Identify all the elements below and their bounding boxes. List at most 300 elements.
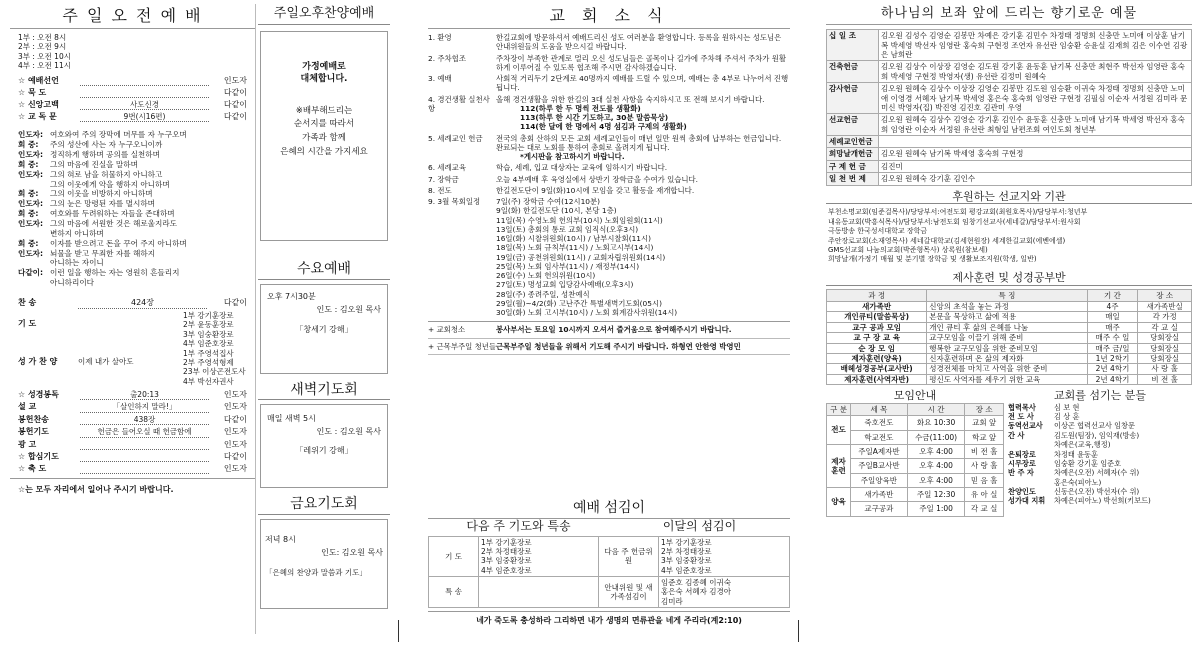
wednesday-time: 오후 7시30분 [267, 291, 316, 301]
extra-label: + 근목부주일 청년들 [428, 341, 497, 351]
responsive-reading [10, 122, 255, 288]
prayer-item: 3부 임숭환장로 [183, 329, 234, 339]
meeting-title: 모임안내 [893, 389, 937, 402]
reading-speaker [18, 258, 50, 268]
offering-kind: 세례교인헌금 [827, 136, 879, 148]
schedule-item: 30일(화) 노회 고시부(10시) / 노회 회계감사위원(14시) [496, 308, 678, 317]
usher-list [659, 577, 790, 608]
training-cell: 제자훈련(양육) [827, 353, 927, 363]
offering-kind: 건축헌금 [827, 61, 879, 83]
news-item [428, 175, 790, 184]
order-row [18, 452, 247, 462]
hymn-number: 424장 [78, 298, 207, 309]
schedule-item: 19일(금) 공천위원회(11시) / 교회자립위원회(14시) [496, 252, 666, 262]
reading-speaker [18, 180, 50, 190]
order-fill: 출20:13 [80, 390, 209, 400]
service-times [10, 29, 255, 71]
order-who: 다같이 [223, 414, 247, 424]
order-row [18, 415, 247, 425]
extra-item [428, 339, 790, 355]
morning-service-panel [10, 4, 255, 636]
offering-kind: 감사헌금 [827, 83, 879, 114]
reading-speaker: 인도자: [18, 149, 44, 159]
offering-row [827, 114, 1192, 136]
staff-row [1008, 459, 1192, 468]
staff-name: 김 상 훈 [1054, 412, 1080, 422]
staff-row [1008, 468, 1192, 477]
training-head-cell: 과 정 [827, 289, 927, 301]
order-row [18, 402, 247, 412]
mission-item: 내유동교회(박흥식목사)/담당부서:남전도회 임창기선교사(세네갈)/담당부서:원사회 [828, 217, 1081, 226]
meeting-head-cell: 장 소 [965, 403, 1004, 415]
order-row [18, 464, 247, 474]
reading-line [18, 278, 247, 288]
meeting-cell: 오후 4:00 [907, 459, 965, 473]
schedule-item: 25일(목) 노회 임사부(11시) / 재정부(14시) [496, 261, 640, 271]
offering-row [827, 30, 1192, 61]
meeting-cell: 유 아 실 [965, 488, 1004, 502]
reading-text: 그의 이웃을 비방하지 아니하며 [50, 189, 153, 199]
staff-name: 차정태 윤동훈 [1054, 449, 1098, 459]
order-top [10, 71, 255, 123]
reading-text: 그의 혀로 남을 허물하지 아니하고 [50, 169, 163, 179]
training-cell: 본문을 묵상하고 삶에 적용 [927, 312, 1087, 322]
training-cell: 새가족반실 [1138, 302, 1192, 312]
news-title: 교 회 소 식 [428, 4, 790, 29]
guide-line: 은혜의 시간을 가지세요 [280, 146, 368, 157]
staff-role: 성가대 지휘 [1008, 496, 1046, 506]
meeting-cell: 주일A제자반 [851, 444, 908, 458]
staff-name: 차예은(오전) 서혜자(수 위) [1054, 468, 1140, 478]
order-who: 인도자 [223, 402, 247, 412]
training-row [827, 374, 1192, 384]
training-cell: 배헤성경공부(교사반) [827, 364, 927, 374]
staff-role: 동역선교사 [1008, 421, 1043, 431]
wednesday-topic: 「창세기 강해」 [295, 325, 353, 335]
news-item [428, 54, 790, 73]
training-row [827, 364, 1192, 374]
order-who: 다같이 [223, 451, 247, 461]
news-body: 올해 경건생활을 위한 한길의 3대 실천 사항을 숙지하시고 또 전해 보시기 바랍니다. [496, 94, 765, 104]
reading-line [18, 199, 247, 209]
order-row [18, 88, 247, 98]
choir-item: 23부 이상곤전도사 [183, 367, 246, 377]
training-cell: 신자훈련하며 온 삶의 제자화 [927, 353, 1087, 363]
meeting-row [827, 459, 1004, 473]
order-row [18, 390, 247, 400]
training-table [826, 289, 1192, 385]
staff-role [1008, 440, 1054, 449]
staff-role: 반 주 자 [1008, 468, 1034, 478]
training-cell: 각 가정 [1138, 312, 1192, 322]
offering-row [827, 173, 1192, 185]
staff-row [1008, 431, 1192, 440]
training-cell: 새가족반 [827, 302, 927, 312]
training-cell: 교 구 장 교 육 [827, 333, 927, 343]
meeting-cell: 학교 앞 [965, 430, 1004, 444]
training-cell: 행복한 교구모임을 위한 준비모임 [927, 343, 1087, 353]
order-fill: 438장 [80, 415, 209, 425]
order-label: 봉헌찬송 [18, 414, 49, 424]
reading-line [18, 130, 247, 140]
serve-item: 2부 차정태장로 [481, 546, 532, 556]
reading-speaker: 회 중: [18, 159, 39, 169]
serve-item: 김미라 [661, 596, 683, 606]
extra-text: 근목부주일 청년들을 위해서 기도해 주시기 바랍니다. 하형연 안한영 박영민 [496, 341, 741, 351]
mission-item: 주안장로교회(소재영목사) 세네갈대학교(김세현원장) 세계한길교회(에벤에셀) [828, 236, 1066, 245]
meeting-cell: 주일양육반 [851, 473, 908, 487]
afternoon-box [260, 31, 388, 241]
reading-text: 아니하리이다 [50, 278, 95, 288]
offering-kind: 희망날개헌금 [827, 148, 879, 160]
offering-row [827, 83, 1192, 114]
reading-speaker: 회 중: [18, 140, 39, 150]
meeting-group: 양육 [827, 488, 851, 517]
training-cell: 4주 [1087, 302, 1138, 312]
offering-names: 김오원 원혜숙 김상수 이상장 김영순 김봉만 김도원 임승환 이귀숙 차정태 정명희 신충만 노미애 이영경 서혜자 남기복 박세영 홍은숙 홍숙희 임영란 구현정 김필심 이순자 서정원 김미라 문미신 박영자(집) 박진영 김진호 김관미 우영 [879, 83, 1192, 114]
training-cell: 1년 2학기 [1087, 353, 1138, 363]
reading-text: 정직하게 행하며 공의를 실천하며 [50, 149, 160, 159]
friday-time: 저녁 8시 [265, 534, 296, 544]
training-cell: 2년 4학기 [1087, 374, 1138, 384]
order-who: 다같이 [223, 87, 247, 97]
news-label: 6. 세례교육 [428, 163, 466, 173]
staff-row [1008, 421, 1192, 430]
staff-row [1008, 440, 1192, 449]
training-cell: 매주 수 일 [1087, 333, 1138, 343]
order-who: 인도자 [223, 75, 247, 85]
order-fill: 「살인하지 말라!」 [80, 402, 209, 412]
reading-text: 주의 성산에 사는 자 누구오니이까 [50, 140, 163, 150]
training-cell: 당회장실 [1138, 353, 1192, 363]
news-item [428, 33, 790, 52]
time-4: 4부 : 오전 11시 [18, 61, 71, 71]
meeting-cell: 죽호전도 [851, 416, 908, 430]
choir-item: 1부 주영석집사 [183, 348, 234, 358]
offering-names: 김진미 [879, 160, 1192, 172]
staff-role: 협력목사 [1008, 402, 1036, 412]
news-body: 한길교회에 방문하셔서 예배드리신 성도 여러분을 환영합니다. 등록을 원하시는 성도님은 안내위원들의 도움을 받으시길 바랍니다. [496, 33, 782, 52]
offering-list [659, 536, 790, 577]
reading-speaker: 회 중: [18, 238, 39, 248]
order-label: ☆ 신앙고백 [18, 99, 59, 109]
serve-item: 4부 임준호장로 [481, 565, 532, 575]
afternoon-note: 가정예배로 [302, 62, 346, 73]
offerings-table [826, 29, 1192, 185]
staff-row [1008, 478, 1192, 487]
news-item [428, 134, 790, 162]
reading-speaker: 인도자: [18, 218, 44, 228]
offering-row [827, 61, 1192, 83]
reading-line [18, 209, 247, 219]
reading-line [18, 249, 247, 259]
serve-item: 3부 임중환장로 [661, 556, 712, 566]
news-item [428, 163, 790, 172]
reading-text: 여호와를 두려워하는 자들을 존대하며 [50, 209, 175, 219]
morning-service-title: 주 일 오 전 예 배 [10, 4, 255, 29]
order-fill [80, 440, 209, 450]
news-body: 전국의 총회 산하의 모든 교회 세례교인들이 매년 일만 원씩 총회에 납부하는 헌금입니다. 완료되는 대로 노회를 통하여 총회로 올려지게 됩니다. [496, 133, 782, 152]
reading-line [18, 239, 247, 249]
order-who: 다같이 [223, 111, 247, 121]
time-2: 2부 : 오전 9시 [18, 42, 67, 52]
wednesday-box [260, 284, 388, 374]
training-cell: 매일 [1087, 312, 1138, 322]
staff-section [1008, 389, 1192, 517]
news-item [428, 74, 790, 93]
extra-item [428, 322, 790, 338]
serve-item: 2부 차정태장로 [661, 546, 712, 556]
staff-role: 전 도 사 [1008, 412, 1034, 422]
serve-item: 1부 강기훈장로 [661, 537, 712, 547]
news-label: 8. 전도 [428, 185, 452, 195]
offering-kind: 구 제 헌 금 [827, 160, 879, 172]
order-bottom [10, 386, 255, 474]
order-who: 인도자 [223, 439, 247, 449]
news-label: 3. 예배 [428, 74, 452, 83]
choir-list [178, 349, 247, 387]
news-label: 5. 세례교인 헌금 [428, 133, 483, 143]
board-note: *게시판을 참고하시기 바랍니다. [520, 152, 625, 161]
training-cell: 각 교 실 [1138, 322, 1192, 332]
meeting-cell: 주일 12:30 [907, 488, 965, 502]
meeting-group: 전도 [827, 416, 851, 445]
serve-item: 임준호 김종혜 이귀숙 [661, 578, 731, 587]
serve-table [428, 536, 790, 609]
offering-names: 김오원 김상수 이상장 김영순 김도원 강기훈 윤동훈 남기복 신충만 최현주 박선자 임영란 홍숙희 박세영 구현정 박영자(생) 유선란 김정미 원혜숙 [879, 61, 1192, 83]
offering-row [827, 136, 1192, 148]
schedule-item: 27일(토) 명성교회 입당감사예배(오후3시) [496, 280, 634, 290]
meeting-group: 제자 훈련 [827, 444, 851, 487]
order-fill [80, 452, 209, 462]
reading-line [18, 258, 247, 268]
order-who: 인도자 [223, 463, 247, 473]
standing-note: ☆는 모두 자리에서 일어나 주시기 바랍니다. [10, 478, 255, 495]
news-body: 7일(주) 장학금 수여(12시10분) [496, 197, 600, 206]
reading-text: 이자를 받으려고 돈을 꾸어 주지 아니하며 [50, 238, 187, 248]
friday-box [260, 519, 388, 609]
order-fill [80, 76, 209, 86]
training-cell: 신앙의 초석을 놓는 과정 [927, 302, 1087, 312]
staff-name: 김도원(팀장), 임익재(방송) [1054, 430, 1140, 440]
training-cell: 평신도 사역자를 세우기 위한 교육 [927, 374, 1087, 384]
meeting-section [826, 389, 1004, 517]
reading-line [18, 189, 247, 199]
order-label: 설 교 [18, 402, 37, 412]
training-cell: 매주 금/일 [1087, 343, 1138, 353]
reading-text: 아니하는 자이니 [50, 258, 104, 268]
serve-item: 1부 강기훈장로 [481, 537, 532, 547]
reading-line [18, 180, 247, 190]
reading-text: 그의 이웃에게 악을 행하지 아니하며 [50, 179, 170, 189]
training-head-cell: 기 간 [1087, 289, 1138, 301]
reading-text: 그의 마음에 진실을 말하며 [50, 159, 138, 169]
afternoon-title: 주일오후찬양예배 [258, 4, 390, 25]
meeting-row [827, 430, 1004, 444]
offering-names: 김오원 원혜숙 김상수 김영순 강기훈 김인수 윤동훈 신충만 노미애 남기복 박세영 박선자 홍숙희 임영란 이순자 서정원 유선란 최형일 남편조회 여인도회 청년부 [879, 114, 1192, 136]
order-fill: 사도신경 [80, 100, 209, 110]
meeting-cell: 오후 4:00 [907, 473, 965, 487]
training-row [827, 343, 1192, 353]
meeting-cell: 믿 음 홀 [965, 473, 1004, 487]
order-label: 봉헌기도 [18, 427, 49, 437]
mission-title: 후원하는 선교지와 기관 [826, 190, 1192, 205]
news-label: 2. 주차협조 [428, 53, 466, 63]
choir-song: 이제 내가 살아도 [78, 356, 134, 366]
mission-item: GMS선교회 나눔의교회(박준형목사) 상록원(참보세) [828, 246, 988, 254]
next-week-title: 다음 주 기도와 특송 [466, 518, 571, 533]
reading-speaker: 회 중: [18, 189, 39, 199]
offerings-panel [826, 4, 1192, 636]
offering-kind: 십 일 조 [827, 30, 879, 61]
order-fill: 헌금은 들어오실 때 헌금함에 [80, 427, 209, 437]
news-text [496, 163, 790, 172]
training-row [827, 312, 1192, 322]
news-list [428, 29, 790, 317]
offering-names: 김오원 김성수 김영순 김봉만 차예은 강기훈 김민수 차정태 정명희 신충만 노미애 이상훈 남기복 박세영 박선자 임영란 홍숙희 구현정 조연자 유선란 임숭환 승윤실 김재희 김은 이수연 김광은 남희란 [879, 30, 1192, 61]
reading-text: 변하지 아니하며 [50, 228, 104, 238]
order-fill [80, 88, 209, 98]
meeting-cell: 교회 앞 [965, 416, 1004, 430]
pledge-item: 113(하루 한 시간 기도하고, 30분 말씀묵상) [520, 113, 669, 122]
church-news-panel [428, 4, 790, 636]
order-row [18, 112, 247, 122]
meeting-cell: 각 교 실 [965, 502, 1004, 516]
order-who: 인도자 [223, 390, 247, 399]
evening-services-panel [258, 4, 390, 636]
staff-role: 찬양인도 [1008, 486, 1036, 496]
choir-row [10, 349, 255, 387]
training-cell: 2년 4학기 [1087, 364, 1138, 374]
training-cell: 비 전 홀 [1138, 374, 1192, 384]
news-text [496, 95, 790, 132]
meeting-cell: 주일 1:00 [907, 502, 965, 516]
staff-role [1008, 478, 1054, 487]
meeting-cell: 화요 10:30 [907, 416, 965, 430]
meeting-head-cell: 시 간 [907, 403, 965, 415]
pledge-item: 112(하루 한 두 명씩 전도를 생활화) [520, 103, 641, 113]
pledge-item: 114(한 달에 한 명에서 4명 섬김과 구제의 생활화) [520, 122, 687, 132]
staff-name: 차예은(교육,행정) [1054, 440, 1111, 450]
order-row [18, 76, 247, 86]
offering-label: 다음 주 헌금위원 [599, 536, 659, 577]
schedule-item: 29일(월)~4/2(화) 고난주간 특별새벽기도회(05시) [496, 298, 662, 308]
training-head-cell: 특 징 [927, 289, 1087, 301]
news-text [496, 134, 790, 162]
order-who: 인도자 [223, 427, 247, 437]
training-cell: 제자훈련(사역자반) [827, 374, 927, 384]
reading-speaker: 회 중: [18, 209, 39, 219]
news-body: 한길전도단이 9일(화)10시에 모임을 갖고 활동을 재개합니다. [496, 185, 695, 195]
time-3: 3부 : 오전 10시 [18, 51, 71, 61]
meeting-row [827, 502, 1004, 516]
meeting-row [827, 473, 1004, 487]
staff-name: 심 보 현 [1054, 402, 1080, 412]
dawn-box [260, 404, 388, 488]
order-label: 광 고 [18, 439, 37, 449]
reading-text: 그의 눈은 망령된 자를 멸시하며 [50, 199, 156, 209]
serve-item: 3부 임중환장로 [481, 556, 532, 566]
staff-row [1008, 487, 1192, 496]
afternoon-note: 대체합니다. [300, 73, 348, 84]
meeting-cell: 비 전 홀 [965, 444, 1004, 458]
friday-leader: 인도: 김오원 목사 [321, 547, 383, 557]
offering-kind: 일 천 번 제 [827, 173, 879, 185]
extra-text: 봉사부서는 토요일 10시까지 오셔서 즐거움으로 참여해주시기 바랍니다. [496, 325, 732, 335]
staff-name: 신동은(오전) 박선자(수 위) [1054, 486, 1140, 496]
hymn-label: 찬 송 [18, 298, 37, 307]
staff-row [1008, 450, 1192, 459]
order-label: ☆ 교 독 문 [18, 111, 57, 121]
offering-row [827, 160, 1192, 172]
prayer-item: 2부 윤동훈장로 [183, 320, 234, 330]
mission-item: 부천소명교회(임준걸목사)/당당부서:여전도회 평강교회(최원호목사)/담당부서:청년부 [828, 208, 1088, 217]
staff-row [1008, 403, 1192, 412]
prayer-row [10, 309, 255, 349]
offering-names: 김오원 원혜숙 강기훈 김인수 [879, 173, 1192, 185]
staff-row [1008, 496, 1192, 505]
news-text [496, 175, 790, 184]
order-label: ☆ 합심기도 [18, 451, 59, 461]
news-label: 4. 경건생활 실천사항 [428, 94, 490, 113]
prayer-label: 기 도 [18, 319, 37, 328]
serve-section [428, 500, 790, 630]
reading-text: 뇌물을 받고 무죄한 자를 해하지 [50, 248, 156, 258]
news-item [428, 197, 790, 317]
staff-row [1008, 412, 1192, 421]
order-label: ☆ 예배선언 [18, 75, 59, 85]
meeting-head [827, 403, 1004, 415]
reading-speaker [18, 278, 50, 288]
offering-names [879, 136, 1192, 148]
guide-line: 가족과 함께 [302, 132, 346, 143]
training-head [827, 289, 1192, 301]
staff-role: 시무장로 [1008, 458, 1036, 468]
mission-item: 희망날개(가정기 매월 및 분기별 장학금 및 생활보조지원(학생, 일반) [828, 255, 1037, 264]
training-cell: 사 랑 홀 [1138, 364, 1192, 374]
schedule-item: 28일(주) 종려주일, 성찬예식 [496, 289, 590, 299]
wednesday-leader: 인도 : 김오원 목사 [316, 304, 381, 314]
serve-title: 예배 섬김이 [572, 500, 646, 516]
news-item [428, 186, 790, 195]
meeting-cell: 오후 4:00 [907, 444, 965, 458]
staff-name: 차예은(피아노) 박선희(키보드) [1054, 496, 1151, 506]
prayer-item: 1부 강기훈장로 [183, 311, 234, 320]
training-row [827, 322, 1192, 332]
friday-title: 금요기도회 [258, 496, 390, 515]
news-text [496, 54, 790, 73]
choir-item: 2부 주영석형제 [183, 357, 234, 367]
training-cell: 교구모임을 이끌기 위해 준비 [927, 333, 1087, 343]
reading-text: 여호와여 주의 장막에 머무를 자 누구오며 [50, 130, 187, 140]
hymn-who: 다같이 [223, 298, 247, 307]
staff-name: 홍은숙(피아노) [1054, 477, 1102, 487]
reading-text: 이런 일을 행하는 자는 영원히 흔들리지 [50, 268, 180, 278]
time-1: 1부 : 오전 8시 [18, 33, 67, 42]
staff-name: 이상곤 협력선교사 임창문 [1054, 421, 1135, 431]
staff-name: 임숭환 강기훈 임준호 [1054, 458, 1122, 468]
news-body: 사회적 거리두기 2단계로 40명까지 예배를 드릴 수 있으며, 예배는 총 4부로 나누어서 진행됩니다. [496, 74, 789, 93]
order-row [18, 440, 247, 450]
reading-line [18, 229, 247, 239]
training-row [827, 302, 1192, 312]
order-fill: 9번(시16편) [80, 112, 209, 122]
mission-list [826, 204, 1192, 269]
serve-prayer-label: 기 도 [429, 536, 479, 577]
news-extra [428, 322, 790, 355]
reading-speaker: 인도자: [18, 248, 44, 258]
meeting-table [826, 403, 1004, 517]
